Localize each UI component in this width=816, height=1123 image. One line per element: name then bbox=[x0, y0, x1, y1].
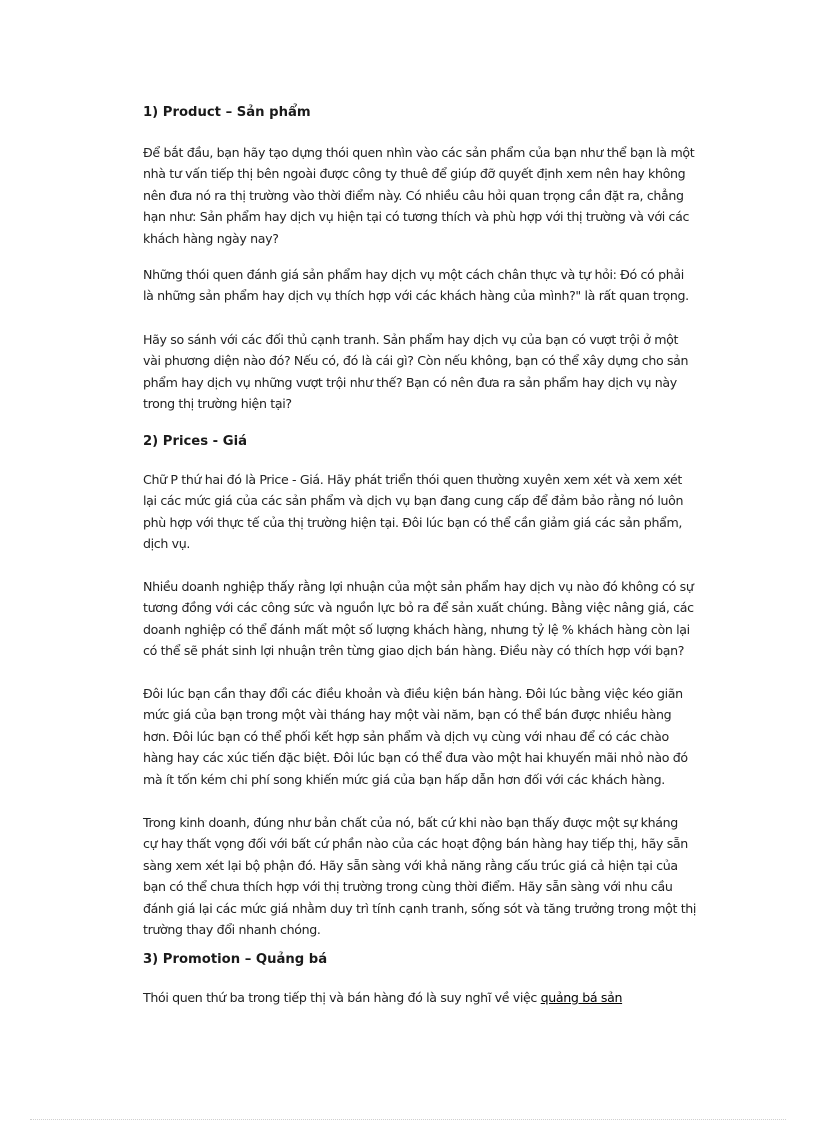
text-line: Trong kinh doanh, đúng như bản chất của nó, bất cứ khi nào bạn thấy được một sự kháng bbox=[143, 815, 678, 830]
section-heading-promotion: 3) Promotion – Quảng bá bbox=[143, 952, 328, 967]
text-line: nên đưa nó ra thị trường vào thời điểm này. Có nhiều câu hỏi quan trọng cần đặt ra, chẳng bbox=[143, 187, 684, 203]
page-bottom-divider bbox=[30, 1119, 786, 1120]
text-line: nhà tư vấn tiếp thị bên ngoài được công ty thuê để giúp đỡ quyết định xem nên hay không bbox=[143, 166, 686, 182]
text-line: doanh nghiệp có thể đánh mất một số lượng khách hàng, nhưng tỷ lệ % khách hàng còn lại bbox=[143, 621, 690, 637]
text-line: dịch vụ. bbox=[143, 536, 191, 552]
text-line: sàng xem xét lại bộ phận đó. Hãy sẵn sàng với khả năng rằng cấu trúc giá cả hiện tại của bbox=[143, 857, 678, 873]
section-heading-product: 1) Product – Sản phẩm bbox=[143, 105, 311, 120]
text-line: mà ít tốn kém chi phí song khiến mức giá của bạn hấp dẫn hơn đối với các khách hàng. bbox=[143, 771, 665, 787]
text-line: tương đồng với các công sức và nguồn lực bỏ ra để sản xuất chúng. Bằng việc nâng giá, các bbox=[143, 600, 694, 616]
text-line: Đôi lúc bạn cần thay đổi các điều khoản và điều kiện bán hàng. Đôi lúc bằng việc kéo giãn bbox=[143, 686, 683, 701]
text-line: hơn. Đôi lúc bạn có thể phối kết hợp sản phẩm và dịch vụ cùng với nhau để có các chào bbox=[143, 728, 669, 744]
text-line: trường thay đổi nhanh chóng. bbox=[143, 922, 321, 938]
text-line: hàng hay các xúc tiến đặc biệt. Đôi lúc bạn có thể đưa vào một hai khuyến mãi nhỏ nào đó bbox=[143, 750, 688, 766]
paragraph bbox=[143, 987, 622, 1008]
paragraph bbox=[143, 576, 694, 662]
text-line: mức giá của bạn trong một vài tháng hay một vài năm, bạn có thể bán được nhiều hàng bbox=[143, 707, 672, 723]
text-line: phẩm hay dịch vụ những vượt trội như thế? Bạn có nên đưa ra sản phẩm hay dịch vụ này bbox=[143, 374, 677, 390]
text-line: lại các mức giá của các sản phẩm và dịch vụ bạn đang cung cấp để đảm bảo rằng nó luôn bbox=[143, 493, 684, 509]
paragraph bbox=[143, 469, 683, 555]
paragraph bbox=[143, 142, 694, 249]
paragraph bbox=[143, 329, 688, 415]
text-line: Nhiều doanh nghiệp thấy rằng lợi nhuận của một sản phẩm hay dịch vụ nào đó không có sự bbox=[143, 579, 694, 594]
paragraph bbox=[143, 812, 696, 940]
text-line: có thể sẽ phát sinh lợi nhuận trên từng giao dịch bán hàng. Điều này có thích hợp với bạn? bbox=[143, 643, 685, 659]
section-heading-prices: 2) Prices - Giá bbox=[143, 434, 247, 449]
text-line: Chữ P thứ hai đó là Price - Giá. Hãy phát triển thói quen thường xuyên xem xét và xem xét bbox=[143, 472, 683, 487]
paragraph bbox=[143, 264, 689, 307]
text-line: là những sản phẩm hay dịch vụ thích hợp với các khách hàng của mình?" là rất quan trọng. bbox=[143, 288, 689, 304]
text-line: Để bắt đầu, bạn hãy tạo dựng thói quen nhìn vào các sản phẩm của bạn như thể bạn là một bbox=[143, 145, 695, 160]
text-line: trong thị trường hiện tại? bbox=[143, 396, 292, 412]
text-line: đánh giá lại các mức giá nhằm duy trì tính cạnh tranh, sống sót và tăng trưởng trong một thị bbox=[143, 900, 697, 916]
text-line: phù hợp với thực tế của thị trường hiện tại. Đôi lúc bạn có thể cần giảm giá các sản phẩm, bbox=[143, 514, 683, 530]
text-line: cự hay thất vọng đối với bất cứ phần nào của các hoạt động bán hàng hay tiếp thị, hãy sẵn bbox=[143, 836, 688, 852]
text-line: khách hàng ngày nay? bbox=[143, 230, 279, 246]
text-line: Thói quen thứ ba trong tiếp thị và bán hàng đó là suy nghĩ về việc bbox=[143, 990, 541, 1005]
text-line: hạn như: Sản phẩm hay dịch vụ hiện tại có tương thích và phù hợp với thị trường và với các bbox=[143, 209, 690, 225]
text-line: bạn có thể chưa thích hợp với thị trường trong cùng thời điểm. Hãy sẵn sàng với nhu cầu bbox=[143, 879, 673, 895]
paragraph bbox=[143, 683, 688, 790]
text-line: Hãy so sánh với các đối thủ cạnh tranh. Sản phẩm hay dịch vụ của bạn có vượt trội ở một bbox=[143, 332, 679, 347]
text-line: vài phương diện nào đó? Nếu có, đó là cái gì? Còn nếu không, bạn có thể xây dựng cho sản bbox=[143, 353, 689, 369]
text-line: Những thói quen đánh giá sản phẩm hay dịch vụ một cách chân thực và tự hỏi: Đó có phải bbox=[143, 267, 684, 282]
promotion-link[interactable]: quảng bá sản bbox=[540, 990, 623, 1005]
